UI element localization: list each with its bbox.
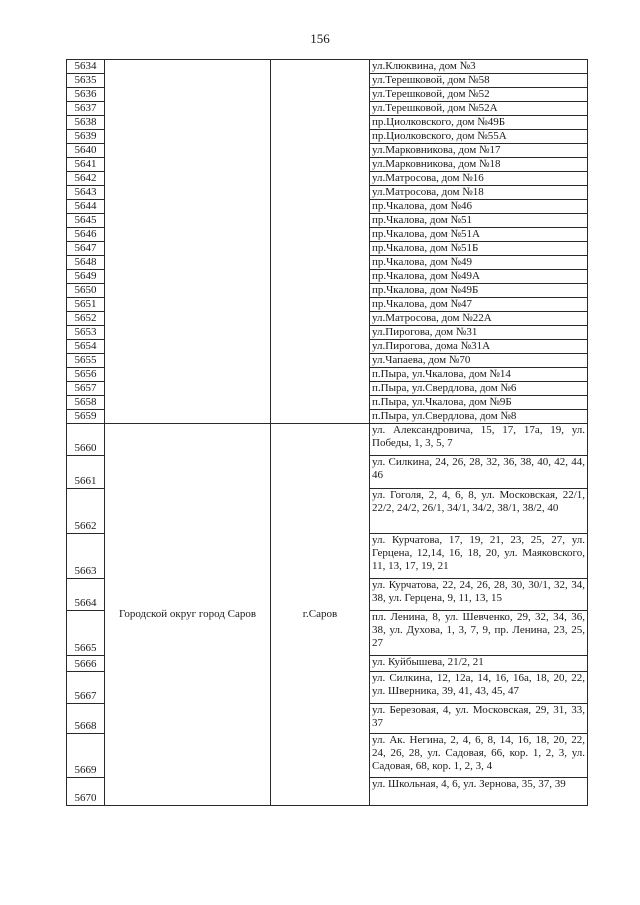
address-cell: ул.Матросова, дом №16 [370,172,588,186]
address-cell: пр.Циолковского, дом №55А [370,130,588,144]
address-cell: п.Пыра, ул.Чкалова, дом №9Б [370,396,588,410]
row-number: 5652 [67,312,105,326]
row-number: 5638 [67,116,105,130]
row-number: 5663 [67,534,105,579]
row-number: 5664 [67,579,105,611]
address-cell: ул.Марковникова, дом №18 [370,158,588,172]
address-cell: п.Пыра, ул.Свердлова, дом №6 [370,382,588,396]
row-number: 5658 [67,396,105,410]
address-cell: ул.Терешковой, дом №58 [370,74,588,88]
row-number: 5647 [67,242,105,256]
address-cell: ул. Куйбышева, 21/2, 21 [370,656,588,672]
row-number: 5659 [67,410,105,424]
row-number: 5646 [67,228,105,242]
address-table [66,59,588,806]
district-cell-empty [105,60,271,424]
row-number: 5637 [67,102,105,116]
address-cell: п.Пыра, ул.Свердлова, дом №8 [370,410,588,424]
address-cell: ул. Александровича, 15, 17, 17а, 19, ул. Победы, 1, 3, 5, 7 [370,424,588,456]
row-number: 5642 [67,172,105,186]
table-row [67,60,588,74]
row-number: 5667 [67,672,105,704]
row-number: 5650 [67,284,105,298]
row-number: 5661 [67,456,105,489]
page-number: 156 [310,31,330,46]
row-number: 5641 [67,158,105,172]
address-cell: ул. Ак. Негина, 2, 4, 6, 8, 14, 16, 18, 20, 22, 24, 26, 28, ул. Садовая, 66, кор. 1, 2, 3, ул. Садовая, 68, кор. 1, 2, 3, 4 [370,734,588,778]
address-cell: ул. Школьная, 4, 6, ул. Зернова, 35, 37, 39 [370,778,588,806]
address-cell: ул.Матросова, дом №22А [370,312,588,326]
district-name: Городской округ город Саров [105,424,271,806]
address-cell: пр.Чкалова, дом №47 [370,298,588,312]
row-number: 5654 [67,340,105,354]
row-number: 5665 [67,611,105,656]
row-number: 5655 [67,354,105,368]
row-number: 5635 [67,74,105,88]
row-number: 5656 [67,368,105,382]
row-number: 5648 [67,256,105,270]
row-number: 5639 [67,130,105,144]
address-cell: ул.Клюквина, дом №3 [370,60,588,74]
address-cell: ул.Пирогова, дом №31 [370,326,588,340]
address-cell: ул.Матросова, дом №18 [370,186,588,200]
row-number: 5651 [67,298,105,312]
address-cell: ул. Курчатова, 17, 19, 21, 23, 25, 27, ул. Герцена, 12,14, 16, 18, 20, ул. Маяковского, 11, 13, 17, 19, 21 [370,534,588,579]
row-number: 5636 [67,88,105,102]
address-cell: пр.Чкалова, дом №51А [370,228,588,242]
address-cell: пр.Чкалова, дом №49А [370,270,588,284]
address-cell: пр.Чкалова, дом №49 [370,256,588,270]
address-cell: пл. Ленина, 8, ул. Шевченко, 29, 32, 34, 36, 38, ул. Духова, 1, 3, 7, 9, пр. Ленина, 23, 25, 27 [370,611,588,656]
row-number: 5653 [67,326,105,340]
address-cell: ул.Пирогова, дома №31А [370,340,588,354]
locality-name: г.Саров [271,424,370,806]
address-cell: ул. Березовая, 4, ул. Московская, 29, 31, 33, 37 [370,704,588,734]
row-number: 5662 [67,489,105,534]
address-cell: ул.Чапаева, дом №70 [370,354,588,368]
row-number: 5644 [67,200,105,214]
address-cell: ул. Силкина, 12, 12а, 14, 16, 16а, 18, 20, 22, ул. Шверника, 39, 41, 43, 45, 47 [370,672,588,704]
address-cell: пр.Чкалова, дом №51 [370,214,588,228]
row-number: 5634 [67,60,105,74]
address-cell: пр.Чкалова, дом №46 [370,200,588,214]
address-cell: ул.Терешковой, дом №52 [370,88,588,102]
row-number: 5666 [67,656,105,672]
row-number: 5657 [67,382,105,396]
address-cell: пр.Чкалова, дом №51Б [370,242,588,256]
row-number: 5660 [67,424,105,456]
address-cell: ул. Гоголя, 2, 4, 6, 8, ул. Московская, 22/1, 22/2, 24/2, 26/1, 34/1, 34/2, 38/1, 38/2, 40 [370,489,588,534]
row-number: 5670 [67,778,105,806]
table-row [67,424,588,456]
locality-cell-empty [271,60,370,424]
row-number: 5645 [67,214,105,228]
row-number: 5669 [67,734,105,778]
address-cell: пр.Чкалова, дом №49Б [370,284,588,298]
row-number: 5643 [67,186,105,200]
address-cell: ул. Силкина, 24, 26, 28, 32, 36, 38, 40, 42, 44, 46 [370,456,588,489]
address-cell: п.Пыра, ул.Чкалова, дом №14 [370,368,588,382]
row-number: 5649 [67,270,105,284]
row-number: 5668 [67,704,105,734]
address-cell: ул. Курчатова, 22, 24, 26, 28, 30, 30/1, 32, 34, 38, ул. Герцена, 9, 11, 13, 15 [370,579,588,611]
row-number: 5640 [67,144,105,158]
address-cell: пр.Циолковского, дом №49Б [370,116,588,130]
address-cell: ул.Терешковой, дом №52А [370,102,588,116]
address-cell: ул.Марковникова, дом №17 [370,144,588,158]
